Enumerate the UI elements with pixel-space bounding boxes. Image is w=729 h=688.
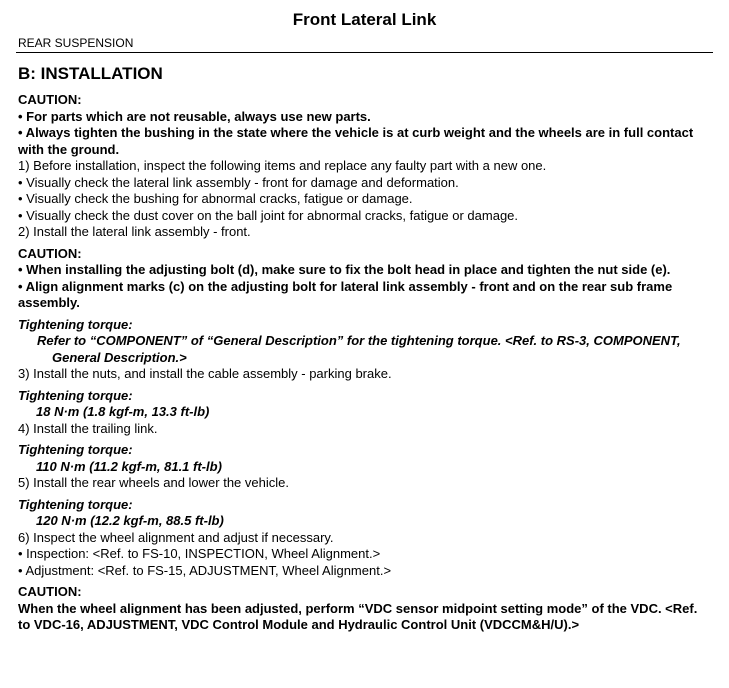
step-1-bullet: • Visually check the bushing for abnormal cracks, fatigue or damage. xyxy=(18,191,413,206)
torque-label: Tightening torque: xyxy=(18,496,133,512)
step-5: 5) Install the rear wheels and lower the vehicle. xyxy=(18,475,289,490)
torque-value: Refer to “COMPONENT” of “General Description” for the tightening torque. <Ref. to RS-3, COMPONENT, General Description.> xyxy=(37,333,681,365)
torque-value: 120 N·m (12.2 kgf-m, 88.5 ft-lb) xyxy=(36,513,224,528)
installation-heading: B: INSTALLATION xyxy=(18,64,163,83)
procedure-body xyxy=(18,92,713,634)
torque-label: Tightening torque: xyxy=(18,387,133,403)
section-label: REAR SUSPENSION xyxy=(18,36,134,50)
caution-item: • For parts which are not reusable, always use new parts. xyxy=(18,108,371,124)
step-3: 3) Install the nuts, and install the cable assembly - parking brake. xyxy=(18,366,392,381)
caution-text: When the wheel alignment has been adjusted, perform “VDC sensor midpoint setting mode” of the VDC. <Ref. to VDC-16, ADJUSTMENT, VDC Control Module and Hydraulic Control Unit (VDCCM&H/U).> xyxy=(18,600,698,632)
torque-value: 110 N·m (11.2 kgf-m, 81.1 ft-lb) xyxy=(36,458,222,474)
caution-item: • When installing the adjusting bolt (d), make sure to fix the bolt head in place and tighten the nut side (e). xyxy=(18,262,671,277)
torque-label: Tightening torque: xyxy=(18,316,133,332)
step-6-bullet: • Adjustment: <Ref. to FS-15, ADJUSTMENT, Wheel Alignment.> xyxy=(18,562,392,578)
step-4: 4) Install the trailing link. xyxy=(18,420,158,436)
header-divider xyxy=(16,52,713,53)
caution-label: CAUTION: xyxy=(18,584,82,599)
step-6: 6) Inspect the wheel alignment and adjust if necessary. xyxy=(18,529,334,545)
step-2: 2) Install the lateral link assembly - front. xyxy=(18,224,251,239)
caution-label: CAUTION: xyxy=(18,245,82,261)
step-1-bullet: • Visually check the lateral link assembly - front for damage and deformation. xyxy=(18,174,459,190)
torque-value: 18 N·m (1.8 kgf-m, 13.3 ft-lb) xyxy=(36,404,210,419)
step-6-bullet: • Inspection: <Ref. to FS-10, INSPECTION, Wheel Alignment.> xyxy=(18,546,381,561)
step-1-bullet: • Visually check the dust cover on the ball joint for abnormal cracks, fatigue or damage. xyxy=(18,207,519,223)
caution-label: CAUTION: xyxy=(18,92,82,107)
step-1: 1) Before installation, inspect the following items and replace any faulty part with a new one. xyxy=(18,158,547,173)
caution-item: • Align alignment marks (c) on the adjusting bolt for lateral link assembly - front and on the rear sub frame assembly. xyxy=(18,278,673,310)
caution-item: • Always tighten the bushing in the state where the vehicle is at curb weight and the wheels are in full contact with the ground. xyxy=(18,125,694,157)
page-title: Front Lateral Link xyxy=(292,10,437,29)
torque-label: Tightening torque: xyxy=(18,442,133,457)
